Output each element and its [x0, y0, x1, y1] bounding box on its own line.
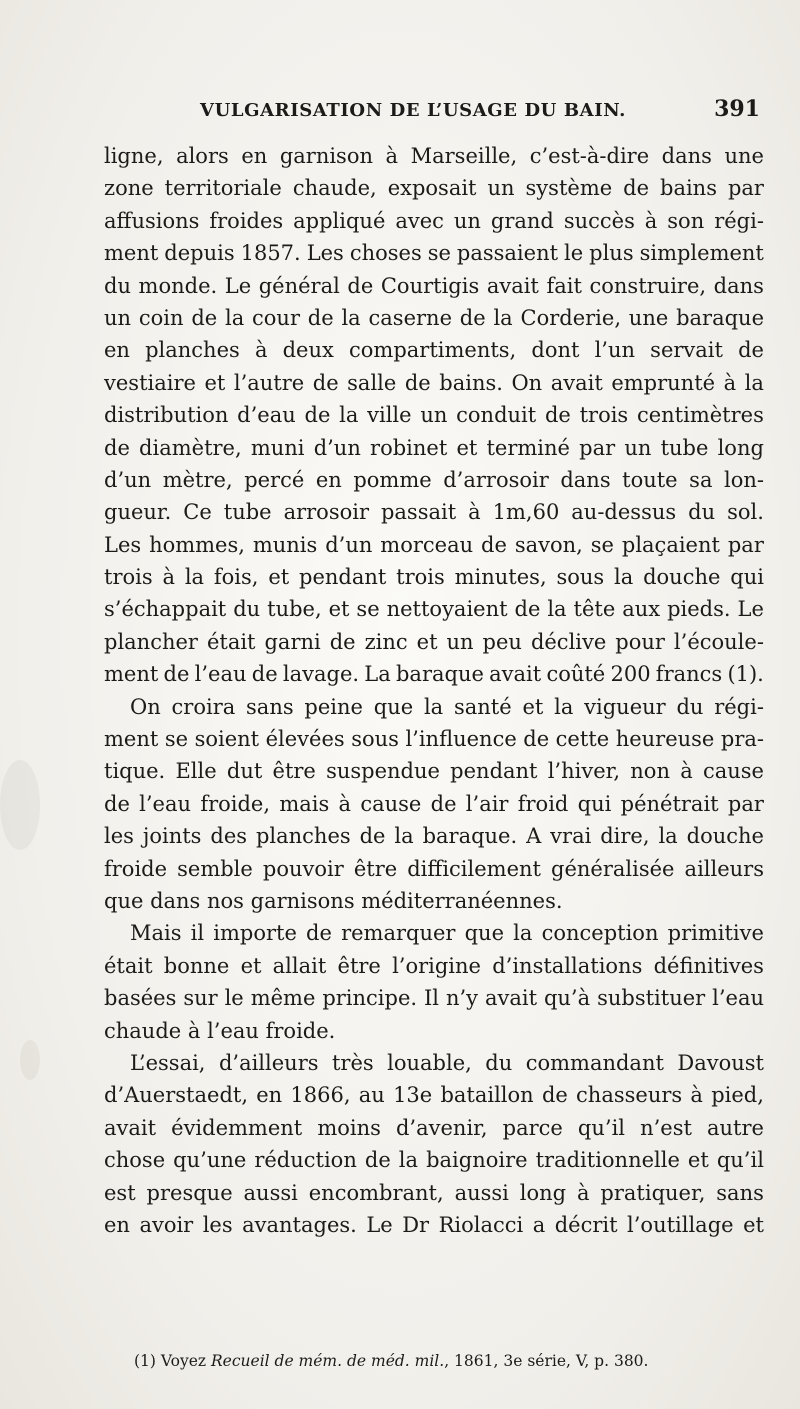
text-line: d’un mètre, percé en pomme d’arrosoir dans toute sa lon-: [104, 467, 764, 492]
footnote-rest: , 1861, 3e série, V, p. 380.: [444, 1352, 649, 1370]
text-line: de l’eau froide, mais à cause de l’air froid qui pénétrait par: [104, 791, 764, 816]
text-line: Mais il importe de remarquer que la conception primitive: [130, 921, 764, 946]
text-line: est presque aussi encombrant, aussi long à pratiquer, sans: [104, 1180, 764, 1205]
footnote-title: Recueil de mém. de méd. mil.: [211, 1352, 445, 1370]
text-line: Les hommes, munis d’un morceau de savon, se plaçaient par: [104, 532, 764, 557]
text-line: On croira sans peine que la santé et la vigueur du régi-: [130, 694, 764, 719]
footnote-marker: (1) Voyez: [134, 1352, 212, 1370]
text-line: zone territoriale chaude, exposait un système de bains par: [104, 176, 764, 201]
page-header: [104, 96, 760, 130]
text-line: un coin de la cour de la caserne de la Corderie, une baraque: [104, 305, 764, 330]
text-line: L’essai, d’ailleurs très louable, du commandant Davoust: [130, 1050, 764, 1075]
text-line: tique. Elle dut être suspendue pendant l’hiver, non à cause: [104, 759, 764, 784]
text-line: ment se soient élevées sous l’influence de cette heureuse pra-: [104, 727, 764, 752]
text-line: d’Auerstaedt, en 1866, au 13e bataillon de chasseurs à pied,: [104, 1083, 764, 1108]
footnote: [134, 1352, 764, 1370]
text-line: ment depuis 1857. Les choses se passaient le plus simplement: [104, 241, 764, 266]
text-line: les joints des planches de la baraque. A vrai dire, la douche: [104, 824, 764, 849]
text-line: que dans nos garnisons méditerranéennes.: [104, 888, 563, 913]
page-smudge: [20, 1040, 40, 1080]
text-line: chose qu’une réduction de la baignoire traditionnelle et qu’il: [104, 1148, 764, 1173]
page-smudge: [0, 760, 40, 850]
text-line: vestiaire et l’autre de salle de bains. On avait emprunté à la: [104, 370, 764, 395]
text-line: basées sur le même principe. Il n’y avait qu’à substituer l’eau: [104, 986, 764, 1011]
text-line: plancher était garni de zinc et un peu déclive pour l’écoule-: [104, 629, 764, 654]
text-line: en avoir les avantages. Le Dr Riolacci a décrit l’outillage et: [104, 1212, 764, 1237]
text-line: gueur. Ce tube arrosoir passait à 1m,60 au-dessus du sol.: [104, 500, 764, 525]
body-text: [104, 140, 764, 1241]
text-line: était bonne et allait être l’origine d’installations définitives: [104, 953, 764, 978]
text-line: en planches à deux compartiments, dont l’un servait de: [104, 338, 764, 363]
text-line: affusions froides appliqué avec un grand succès à son régi-: [104, 208, 764, 233]
text-line: trois à la fois, et pendant trois minutes, sous la douche qui: [104, 565, 764, 590]
running-head: VULGARISATION DE L’USAGE DU BAIN.: [200, 100, 626, 121]
text-line: froide semble pouvoir être difficilement généralisée ailleurs: [104, 856, 764, 881]
text-line: chaude à l’eau froide.: [104, 1018, 336, 1043]
page-number: 391: [714, 96, 760, 122]
text-line: ligne, alors en garnison à Marseille, c’est-à-dire dans une: [104, 144, 764, 168]
text-line: de diamètre, muni d’un robinet et terminé par un tube long: [104, 435, 764, 460]
text-line: distribution d’eau de la ville un conduit de trois centimètres: [104, 403, 764, 428]
text-line: ment de l’eau de lavage. La baraque avait coûté 200 francs (1).: [104, 662, 764, 687]
text-line: avait évidemment moins d’avenir, parce qu’il n’est autre: [104, 1115, 764, 1140]
text-line: s’échappait du tube, et se nettoyaient de la tête aux pieds. Le: [104, 597, 764, 622]
text-line: du monde. Le général de Courtigis avait fait construire, dans: [104, 273, 764, 298]
